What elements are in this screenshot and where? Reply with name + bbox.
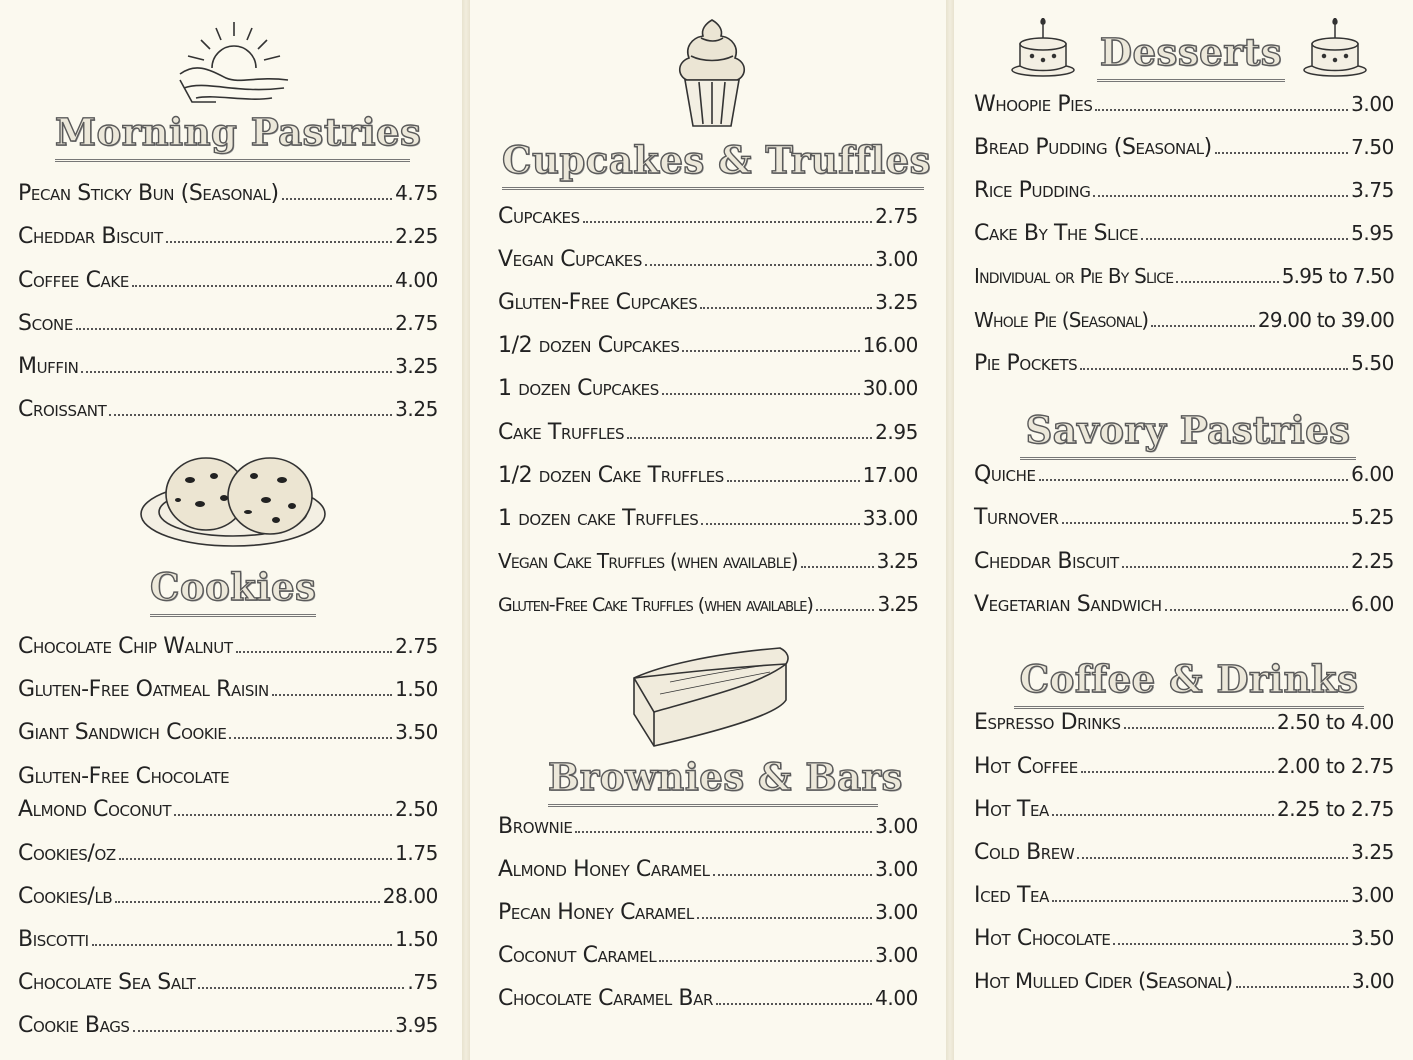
menu-item: Vegan Cupcakes 3.00 xyxy=(498,247,918,272)
menu-item: Cookies/oz 1.75 xyxy=(18,841,438,866)
menu-item: Coffee Cake 4.00 xyxy=(18,268,438,293)
menu-item: Hot Coffee 2.00 to 2.75 xyxy=(974,754,1394,779)
menu-item: Iced Tea 3.00 xyxy=(974,883,1394,908)
menu-item: Pie Pockets 5.50 xyxy=(974,351,1394,376)
menu-item: Coconut Caramel 3.00 xyxy=(498,943,918,968)
menu-item: Gluten-Free Cupcakes 3.25 xyxy=(498,290,918,315)
menu-item: Hot Tea 2.25 to 2.75 xyxy=(974,797,1394,822)
menu-item: Cheddar Biscuit 2.25 xyxy=(974,549,1394,574)
menu-item: Gluten-Free Cake Truffles (when available) 3.25 xyxy=(498,592,918,616)
menu-item: Croissant 3.25 xyxy=(18,397,438,422)
menu-item: Cold Brew 3.25 xyxy=(974,840,1394,865)
cookies-heading: Cookies xyxy=(150,565,316,609)
right-panel xyxy=(954,0,1413,1060)
menu-item: Cookie Bags 3.95 xyxy=(18,1013,438,1038)
menu-item: Whoopie Pies 3.00 xyxy=(974,92,1394,117)
menu-item: 1 dozen Cupcakes 30.00 xyxy=(498,376,918,401)
menu-item: Cake Truffles 2.95 xyxy=(498,420,918,445)
menu-item: Vegetarian Sandwich 6.00 xyxy=(974,592,1394,617)
cake-icon xyxy=(1302,18,1368,78)
menu-item: Chocolate Caramel Bar 4.00 xyxy=(498,986,918,1011)
savory-pastries-heading: Savory Pastries xyxy=(1020,408,1356,452)
menu-item: Pecan Sticky Bun (Seasonal) 4.75 xyxy=(18,181,438,206)
menu-item: 1/2 dozen Cake Truffles 17.00 xyxy=(498,463,918,488)
menu-item-line1: Gluten-Free Chocolate xyxy=(18,764,230,789)
desserts-heading: Desserts xyxy=(1097,30,1285,74)
left-panel xyxy=(0,0,462,1060)
menu-item: Pecan Honey Caramel 3.00 xyxy=(498,900,918,925)
fold-divider xyxy=(946,0,954,1060)
menu-item: Whole Pie (Seasonal) 29.00 to 39.00 xyxy=(974,308,1394,332)
menu-item: Vegan Cake Truffles (when available) 3.25 xyxy=(498,549,918,573)
menu-item: Muffin 3.25 xyxy=(18,354,438,379)
middle-panel xyxy=(470,0,946,1060)
menu-item: Brownie 3.00 xyxy=(498,814,918,839)
morning-pastries-heading: Morning Pastries xyxy=(55,110,410,154)
menu-item: Quiche 6.00 xyxy=(974,462,1394,487)
menu-item: Turnover 5.25 xyxy=(974,505,1394,530)
loaf-icon xyxy=(630,644,794,752)
coffee-drinks-heading: Coffee & Drinks xyxy=(1014,657,1364,701)
menu-item: Cupcakes 2.75 xyxy=(498,204,918,229)
cupcakes-truffles-heading: Cupcakes & Truffles xyxy=(502,138,924,182)
menu-item: 1 dozen cake Truffles 33.00 xyxy=(498,506,918,531)
menu-item: Cookies/lb 28.00 xyxy=(18,884,438,909)
menu-item: Rice Pudding 3.75 xyxy=(974,178,1394,203)
fold-divider xyxy=(462,0,470,1060)
menu-item: Hot Chocolate 3.50 xyxy=(974,926,1394,951)
menu-item: Chocolate Chip Walnut 2.75 xyxy=(18,634,438,659)
menu-item: Giant Sandwich Cookie 3.50 xyxy=(18,720,438,745)
menu-item: Gluten-Free Oatmeal Raisin 1.50 xyxy=(18,677,438,702)
cookies-plate-icon xyxy=(138,450,328,550)
brownies-bars-heading: Brownies & Bars xyxy=(548,755,878,799)
menu-item: Almond Honey Caramel 3.00 xyxy=(498,857,918,882)
menu-item: Chocolate Sea Salt .75 xyxy=(18,970,438,995)
menu-item: Scone 2.75 xyxy=(18,311,438,336)
menu-item: Cheddar Biscuit 2.25 xyxy=(18,224,438,249)
menu-item: Cake By The Slice 5.95 xyxy=(974,221,1394,246)
menu-item: 1/2 dozen Cupcakes 16.00 xyxy=(498,333,918,358)
cupcake-icon xyxy=(675,16,749,132)
menu-item: Biscotti 1.50 xyxy=(18,927,438,952)
menu-item: Almond Coconut 2.50 xyxy=(18,797,438,822)
menu-item: Individual or Pie By Slice 5.95 to 7.50 xyxy=(974,264,1394,288)
sunrise-icon xyxy=(176,18,292,106)
cake-icon xyxy=(1010,18,1076,78)
menu-item: Espresso Drinks 2.50 to 4.00 xyxy=(974,710,1394,735)
menu-item: Hot Mulled Cider (Seasonal) 3.00 xyxy=(974,969,1394,993)
menu-item: Bread Pudding (Seasonal) 7.50 xyxy=(974,135,1394,160)
